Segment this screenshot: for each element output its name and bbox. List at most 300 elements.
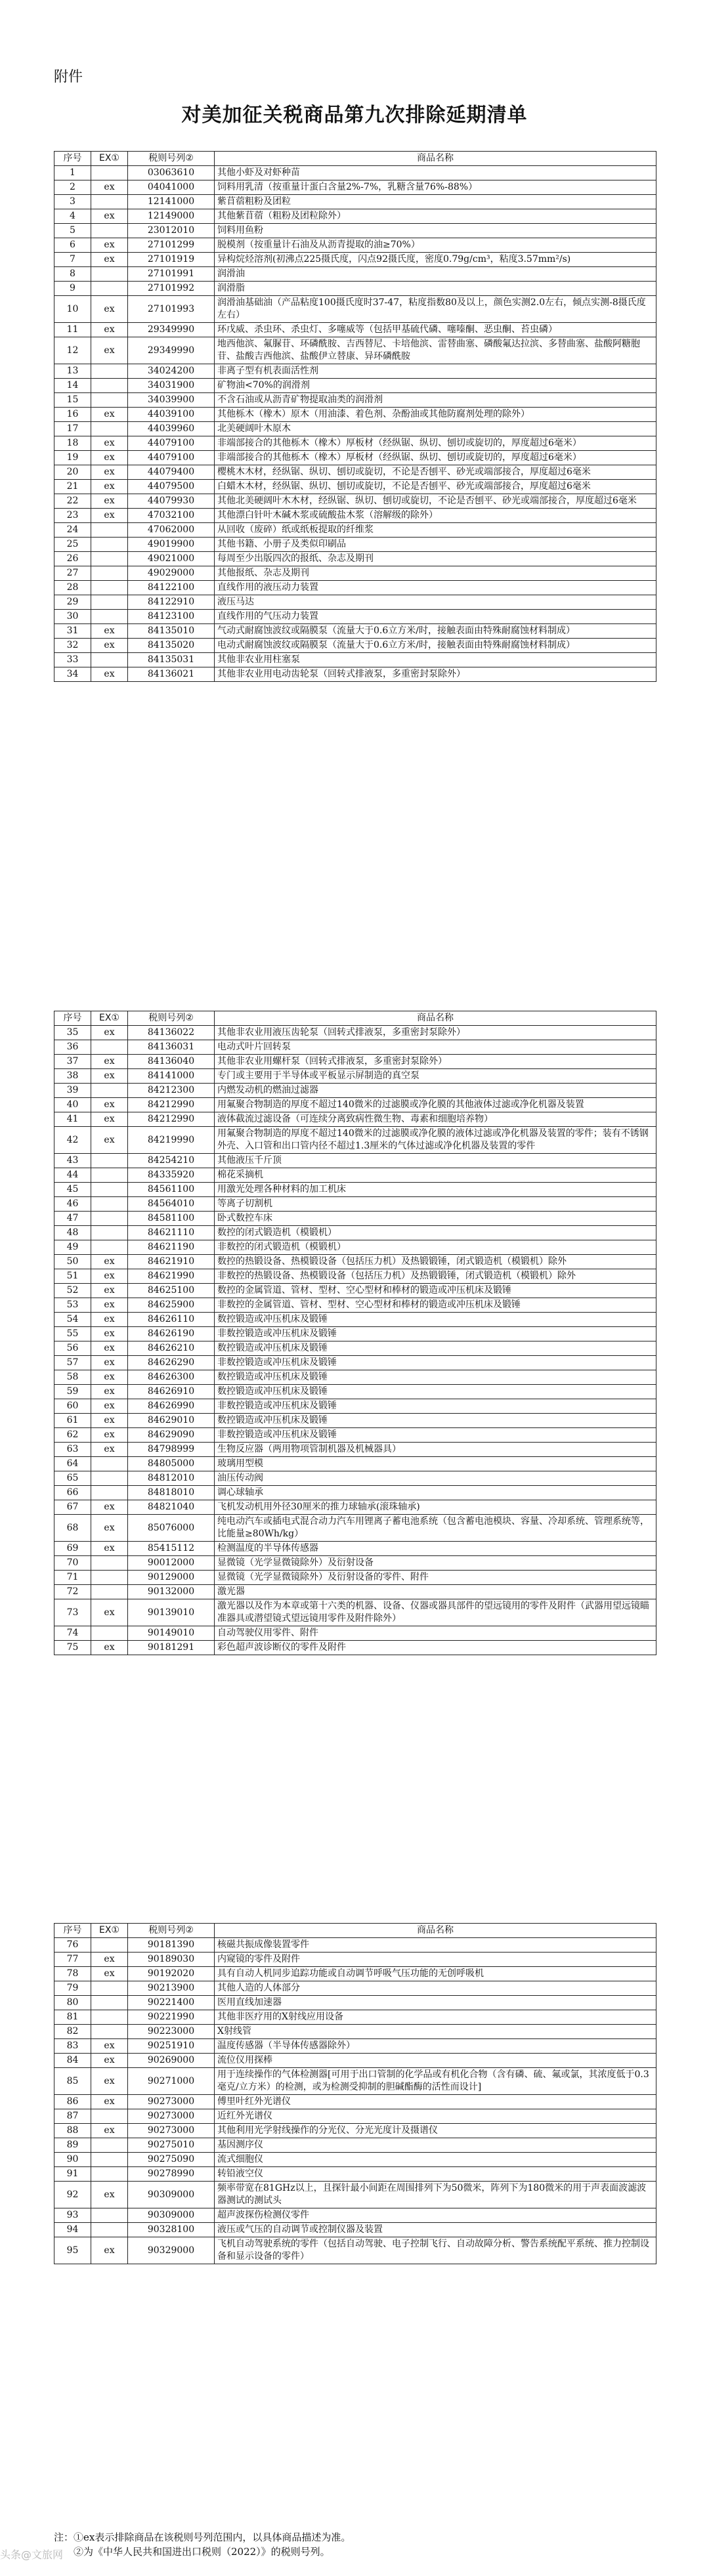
- row-product-name: 等离子切割机: [215, 1197, 656, 1212]
- row-product-name: 非数控的金属管道、管材、型材、空心型材和棒材的锻造或冲压机床及锻锤: [215, 1298, 656, 1313]
- row-tariff-code: 27101991: [128, 267, 215, 282]
- row-number: 54: [54, 1313, 91, 1327]
- row-tariff-code: 84135020: [128, 639, 215, 653]
- row-product-name: 彩色超声波诊断仪的零件及附件: [215, 1641, 656, 1655]
- row-ex-flag: ex: [91, 1370, 128, 1385]
- row-number: 20: [54, 465, 91, 480]
- row-product-name: 其他紫苜蓿（粗粉及团粒除外）: [215, 209, 656, 224]
- table-row: [54, 436, 656, 451]
- row-number: 22: [54, 494, 91, 509]
- row-number: 88: [54, 2124, 91, 2138]
- row-product-name: 直线作用的液压动力装置: [215, 581, 656, 595]
- row-tariff-code: 27101993: [128, 296, 215, 323]
- table-row: [54, 224, 656, 238]
- row-number: 41: [54, 1112, 91, 1127]
- row-number: 78: [54, 1967, 91, 1981]
- table-row: [54, 1370, 656, 1385]
- row-number: 40: [54, 1098, 91, 1112]
- row-tariff-code: 49021000: [128, 552, 215, 566]
- row-ex-flag: [91, 1981, 128, 1996]
- row-tariff-code: 84625900: [128, 1298, 215, 1313]
- row-product-name: 非数控锻造或冲压机床及锻锤: [215, 1428, 656, 1443]
- table-row: [54, 552, 656, 566]
- table-row: [54, 1356, 656, 1370]
- row-ex-flag: [91, 1471, 128, 1486]
- row-product-name: 其他非农业用柱塞泵: [215, 653, 656, 667]
- row-ex-flag: [91, 1240, 128, 1255]
- row-ex-flag: ex: [91, 1515, 128, 1542]
- row-number: 32: [54, 639, 91, 653]
- row-product-name: 非数控锻造或冲压机床及锻锤: [215, 1327, 656, 1341]
- table-row: [54, 2095, 656, 2109]
- row-tariff-code: 23012010: [128, 224, 215, 238]
- row-number: 52: [54, 1284, 91, 1298]
- row-product-name: 流式细胞仪: [215, 2153, 656, 2167]
- row-ex-flag: [91, 523, 128, 538]
- table-row: [54, 364, 656, 379]
- table-row: [54, 296, 656, 323]
- row-tariff-code: 84621190: [128, 1240, 215, 1255]
- row-number: 8: [54, 267, 91, 282]
- table-row: [54, 1055, 656, 1069]
- header-ex: EX①: [91, 1011, 128, 1026]
- row-product-name: 生物反应器（两用物项管制机器及机械器具）: [215, 1443, 656, 1457]
- row-product-name: 非端部接合的其他栎木（橡木）厚板材（经纵锯、纵切、刨切或旋切的，厚度超过6毫米）: [215, 451, 656, 465]
- row-ex-flag: [91, 1168, 128, 1183]
- row-ex-flag: [91, 1585, 128, 1599]
- table-row: [54, 1197, 656, 1212]
- row-tariff-code: 90149010: [128, 1626, 215, 1641]
- row-ex-flag: ex: [91, 1414, 128, 1428]
- row-number: 26: [54, 552, 91, 566]
- row-product-name: 用氟聚合物制造的厚度不超过140微米的过滤膜或净化膜的液体过滤或净化机器及装置的零件；装有不锈钢外壳、入口管和出口管内径不超过1.3厘米的气体过滤或净化机器及装置的零件: [215, 1127, 656, 1154]
- row-tariff-code: 90221990: [128, 2010, 215, 2025]
- row-ex-flag: [91, 581, 128, 595]
- row-ex-flag: [91, 2109, 128, 2124]
- table-row: [54, 1084, 656, 1098]
- table-row: [54, 166, 656, 180]
- row-number: 60: [54, 1399, 91, 1414]
- row-tariff-code: 84212300: [128, 1084, 215, 1098]
- table-row: [54, 238, 656, 253]
- table-row: [54, 393, 656, 408]
- row-ex-flag: [91, 224, 128, 238]
- row-product-name: 气动式耐腐蚀波纹或隔膜泵（流量大于0.6立方米/时，接触表面由特殊耐腐蚀材料制成）: [215, 624, 656, 639]
- row-product-name: 频率带宽在81GHz以上，且探针最小间距在周围排列下为50微米，阵列下为180微米的用于声表面波滤波器测试的测试头: [215, 2182, 656, 2208]
- row-number: 5: [54, 224, 91, 238]
- row-number: 44: [54, 1168, 91, 1183]
- row-product-name: 用激光处理各种材料的加工机床: [215, 1183, 656, 1197]
- row-ex-flag: ex: [91, 436, 128, 451]
- row-tariff-code: 84812010: [128, 1471, 215, 1486]
- row-product-name: 从回收（废碎）纸或纸板提取的纤维浆: [215, 523, 656, 538]
- row-ex-flag: ex: [91, 2237, 128, 2264]
- row-tariff-code: 90273000: [128, 2095, 215, 2109]
- row-tariff-code: 90273000: [128, 2109, 215, 2124]
- row-product-name: 地西他滨、氟脲苷、环磷酰胺、吉西替尼、卡培他滨、雷替曲塞、磷酸氟达拉滨、多替曲塞、盐酸阿糖胞苷、盐酸吉西他滨、盐酸伊立替康、异环磷酰胺: [215, 337, 656, 364]
- row-ex-flag: ex: [91, 1953, 128, 1967]
- row-tariff-code: 90328100: [128, 2223, 215, 2237]
- row-number: 30: [54, 610, 91, 624]
- row-number: 46: [54, 1197, 91, 1212]
- row-ex-flag: ex: [91, 238, 128, 253]
- row-tariff-code: 84141000: [128, 1069, 215, 1084]
- row-product-name: 北美硬阔叶木原木: [215, 422, 656, 436]
- table-row: [54, 1556, 656, 1571]
- row-tariff-code: 29349990: [128, 323, 215, 337]
- row-ex-flag: ex: [91, 1967, 128, 1981]
- row-number: 3: [54, 195, 91, 209]
- row-number: 94: [54, 2223, 91, 2237]
- row-ex-flag: [91, 566, 128, 581]
- table-row: [54, 1938, 656, 1953]
- row-tariff-code: 90273000: [128, 2124, 215, 2138]
- table-row: [54, 494, 656, 509]
- row-product-name: 卧式数控车床: [215, 1212, 656, 1226]
- row-ex-flag: [91, 1197, 128, 1212]
- row-ex-flag: ex: [91, 180, 128, 195]
- row-number: 66: [54, 1486, 91, 1500]
- table-row: [54, 1341, 656, 1356]
- row-product-name: 环戊威、杀虫环、杀虫灯、多噻威等（包括甲基硫代磷、噻嗪酮、恶虫酮、苔虫磷）: [215, 323, 656, 337]
- row-product-name: 数控的热锻设备、热模锻设备（包括压力机）及热锻锻锤，闭式锻造机（模锻机）除外: [215, 1255, 656, 1269]
- row-ex-flag: [91, 364, 128, 379]
- table-row: [54, 1327, 656, 1341]
- row-tariff-code: 90181390: [128, 1938, 215, 1953]
- row-product-name: 非数控锻造或冲压机床及锻锤: [215, 1356, 656, 1370]
- table-row: [54, 1240, 656, 1255]
- row-product-name: 脱模剂（按重量计石油及从沥青提取的油≥70%）: [215, 238, 656, 253]
- table-row: [54, 1996, 656, 2010]
- row-tariff-code: 84564010: [128, 1197, 215, 1212]
- table-row: [54, 253, 656, 267]
- row-tariff-code: 12141000: [128, 195, 215, 209]
- row-ex-flag: ex: [91, 2095, 128, 2109]
- row-product-name: 数控的闭式锻造机（模锻机）: [215, 1226, 656, 1240]
- row-ex-flag: ex: [91, 337, 128, 364]
- row-tariff-code: 27101299: [128, 238, 215, 253]
- row-number: 47: [54, 1212, 91, 1226]
- row-number: 28: [54, 581, 91, 595]
- row-product-name: 棉花采摘机: [215, 1168, 656, 1183]
- table-row: [54, 1457, 656, 1471]
- row-number: 38: [54, 1069, 91, 1084]
- table-row: [54, 1226, 656, 1240]
- footnotes: [54, 2530, 656, 2559]
- footnote-2: ②为《中华人民共和国进出口税则（2022）》的税则号列。: [74, 2546, 330, 2558]
- row-ex-flag: [91, 538, 128, 552]
- row-tariff-code: 84621910: [128, 1255, 215, 1269]
- row-ex-flag: ex: [91, 451, 128, 465]
- table-row: [54, 1414, 656, 1428]
- row-product-name: 数控锻造或冲压机床及锻锤: [215, 1385, 656, 1399]
- row-ex-flag: [91, 195, 128, 209]
- row-number: 18: [54, 436, 91, 451]
- row-tariff-code: 84629090: [128, 1428, 215, 1443]
- row-number: 53: [54, 1298, 91, 1313]
- row-product-name: 每周至少出版四次的报纸、杂志及期刊: [215, 552, 656, 566]
- row-number: 34: [54, 667, 91, 682]
- table-row: [54, 1284, 656, 1298]
- table-row: [54, 2054, 656, 2068]
- row-tariff-code: 90181291: [128, 1641, 215, 1655]
- table-row: [54, 379, 656, 393]
- row-product-name: 液体截流过滤设备（可连续分离致病性微生物、毒素和细胞培养物）: [215, 1112, 656, 1127]
- row-tariff-code: 49019900: [128, 538, 215, 552]
- row-number: 2: [54, 180, 91, 195]
- row-number: 85: [54, 2068, 91, 2095]
- row-tariff-code: 34024200: [128, 364, 215, 379]
- row-tariff-code: 90139010: [128, 1599, 215, 1626]
- row-tariff-code: 84821040: [128, 1500, 215, 1515]
- row-tariff-code: 84629010: [128, 1414, 215, 1428]
- row-product-name: 液压或气压的自动调节或控制仪器及装置: [215, 2223, 656, 2237]
- table-row: [54, 422, 656, 436]
- row-number: 29: [54, 595, 91, 610]
- row-product-name: 其他漂白针叶木碱木浆或硫酸盐木浆（溶解级的除外）: [215, 509, 656, 523]
- row-number: 72: [54, 1585, 91, 1599]
- row-tariff-code: 90269000: [128, 2054, 215, 2068]
- row-tariff-code: 49029000: [128, 566, 215, 581]
- row-product-name: 激光器: [215, 1585, 656, 1599]
- table-row: [54, 2167, 656, 2182]
- row-tariff-code: 27101992: [128, 282, 215, 296]
- row-product-name: 其他非农业用电动齿轮泵（回转式排液泵，多重密封泵除外）: [215, 667, 656, 682]
- row-number: 93: [54, 2208, 91, 2223]
- row-number: 4: [54, 209, 91, 224]
- row-ex-flag: ex: [91, 1269, 128, 1284]
- table-row: [54, 465, 656, 480]
- row-ex-flag: ex: [91, 1542, 128, 1556]
- row-product-name: X射线管: [215, 2025, 656, 2039]
- row-tariff-code: 84122100: [128, 581, 215, 595]
- row-product-name: 非端部接合的其他栎木（橡木）厚板材（经纵锯、纵切、刨切或旋切的，厚度超过6毫米）: [215, 436, 656, 451]
- row-ex-flag: ex: [91, 480, 128, 494]
- row-number: 12: [54, 337, 91, 364]
- row-product-name: 非数控的闭式锻造机（模锻机）: [215, 1240, 656, 1255]
- row-ex-flag: ex: [91, 209, 128, 224]
- row-ex-flag: [91, 267, 128, 282]
- row-ex-flag: ex: [91, 1341, 128, 1356]
- row-number: 16: [54, 408, 91, 422]
- row-number: 84: [54, 2054, 91, 2068]
- row-product-name: 润滑脂: [215, 282, 656, 296]
- row-tariff-code: 29349990: [128, 337, 215, 364]
- row-tariff-code: 85076000: [128, 1515, 215, 1542]
- row-ex-flag: [91, 1486, 128, 1500]
- table-row: [54, 2109, 656, 2124]
- row-ex-flag: ex: [91, 1313, 128, 1327]
- row-tariff-code: 84626910: [128, 1385, 215, 1399]
- table-row: [54, 1571, 656, 1585]
- row-number: 57: [54, 1356, 91, 1370]
- row-ex-flag: ex: [91, 2054, 128, 2068]
- table-row: [54, 209, 656, 224]
- table-row: [54, 1112, 656, 1127]
- row-tariff-code: 84212990: [128, 1112, 215, 1127]
- table-row: [54, 1486, 656, 1500]
- row-product-name: 饲料用乳清（按重量计蛋白含量2%-7%，乳糖含量76%-88%）: [215, 180, 656, 195]
- row-tariff-code: 90278990: [128, 2167, 215, 2182]
- row-tariff-code: 44079930: [128, 494, 215, 509]
- row-tariff-code: 27101919: [128, 253, 215, 267]
- row-number: 62: [54, 1428, 91, 1443]
- row-ex-flag: ex: [91, 1443, 128, 1457]
- row-product-name: 油压传动阀: [215, 1471, 656, 1486]
- row-tariff-code: 34039900: [128, 393, 215, 408]
- table-row: [54, 1471, 656, 1486]
- header-ex: EX①: [91, 1924, 128, 1938]
- row-number: 6: [54, 238, 91, 253]
- exclusion-table-page-2: [54, 1011, 656, 1655]
- row-number: 25: [54, 538, 91, 552]
- row-product-name: 非数控的热锻设备、热模锻设备（包括压力机）及热锻锻锤，闭式锻造机（模锻机）除外: [215, 1269, 656, 1284]
- table-row: [54, 566, 656, 581]
- row-product-name: 其他北美硬阔叶木木材，经纵锯、纵切、刨切或旋切，不论是否刨平、砂光或端部接合，厚度超过6毫米: [215, 494, 656, 509]
- row-ex-flag: [91, 393, 128, 408]
- row-number: 1: [54, 166, 91, 180]
- table-row: [54, 1040, 656, 1055]
- row-number: 49: [54, 1240, 91, 1255]
- row-product-name: 纯电动汽车或插电式混合动力汽车用锂离子蓄电池系统（包含蓄电池模块、容量、冷却系统、管理系统等，比能量≥80Wh/kg）: [215, 1515, 656, 1542]
- row-number: 19: [54, 451, 91, 465]
- row-tariff-code: 84621110: [128, 1226, 215, 1240]
- row-product-name: 飞机自动驾驶系统的零件（包括自动驾驶、电子控制飞行、自动故障分析、警告系统配平系统、推力控制设备和显示设备的零件）: [215, 2237, 656, 2264]
- row-ex-flag: ex: [91, 667, 128, 682]
- exclusion-table-page-1: [54, 151, 656, 682]
- row-number: 37: [54, 1055, 91, 1069]
- table-row: [54, 1542, 656, 1556]
- row-ex-flag: [91, 2025, 128, 2039]
- row-product-name: 温度传感器（半导体传感器除外）: [215, 2039, 656, 2054]
- row-number: 42: [54, 1127, 91, 1154]
- row-number: 43: [54, 1154, 91, 1168]
- row-tariff-code: 84136040: [128, 1055, 215, 1069]
- row-product-name: 其他报纸、杂志及期刊: [215, 566, 656, 581]
- row-number: 67: [54, 1500, 91, 1515]
- row-tariff-code: 84135010: [128, 624, 215, 639]
- row-number: 76: [54, 1938, 91, 1953]
- row-tariff-code: 84136031: [128, 1040, 215, 1055]
- row-ex-flag: ex: [91, 1327, 128, 1341]
- row-number: 10: [54, 296, 91, 323]
- row-tariff-code: 84626190: [128, 1327, 215, 1341]
- row-number: 73: [54, 1599, 91, 1626]
- row-ex-flag: [91, 610, 128, 624]
- row-ex-flag: ex: [91, 253, 128, 267]
- row-tariff-code: 90189030: [128, 1953, 215, 1967]
- table-row: [54, 1385, 656, 1399]
- row-product-name: 数控锻造或冲压机床及锻锤: [215, 1370, 656, 1385]
- table-row: [54, 1313, 656, 1327]
- row-tariff-code: 84798999: [128, 1443, 215, 1457]
- row-ex-flag: [91, 166, 128, 180]
- table-row: [54, 282, 656, 296]
- table-row: [54, 1255, 656, 1269]
- row-product-name: 数控锻造或冲压机床及锻锤: [215, 1414, 656, 1428]
- row-tariff-code: 84136021: [128, 667, 215, 682]
- row-number: 50: [54, 1255, 91, 1269]
- exclusion-table-page-3: [54, 1923, 656, 2264]
- table-row: [54, 267, 656, 282]
- row-product-name: 转铅液空仪: [215, 2167, 656, 2182]
- row-product-name: 核磁共振成像装置零件: [215, 1938, 656, 1953]
- row-ex-flag: [91, 1084, 128, 1098]
- row-tariff-code: 90329000: [128, 2237, 215, 2264]
- table-row: [54, 323, 656, 337]
- row-number: 63: [54, 1443, 91, 1457]
- row-product-name: 医用直线加速器: [215, 1996, 656, 2010]
- row-number: 55: [54, 1327, 91, 1341]
- row-product-name: 具有自动人机同步追踪功能或自动调节呼吸气压功能的无创呼吸机: [215, 1967, 656, 1981]
- footnote-1: 注：①ex表示排除商品在该税则号列范围内，以具体商品描述为准。: [54, 2531, 351, 2543]
- row-number: 65: [54, 1471, 91, 1486]
- row-tariff-code: 90012000: [128, 1556, 215, 1571]
- row-tariff-code: 90309000: [128, 2208, 215, 2223]
- table-row: [54, 337, 656, 364]
- row-product-name: 专门或主要用于半导体或平板显示屏制造的真空泵: [215, 1069, 656, 1084]
- row-product-name: 润滑油: [215, 267, 656, 282]
- table-row: [54, 1599, 656, 1626]
- row-number: 36: [54, 1040, 91, 1055]
- row-ex-flag: ex: [91, 1255, 128, 1269]
- row-ex-flag: [91, 2153, 128, 2167]
- table-row: [54, 2068, 656, 2095]
- table-row: [54, 2153, 656, 2167]
- row-product-name: 显微镜（光学显微镜除外）及衍射设备: [215, 1556, 656, 1571]
- table-row: [54, 509, 656, 523]
- row-product-name: 其他人造的人体部分: [215, 1981, 656, 1996]
- row-product-name: 超声波探伤检测仪零件: [215, 2208, 656, 2223]
- header-name: 商品名称: [215, 152, 656, 166]
- row-ex-flag: ex: [91, 1127, 128, 1154]
- row-ex-flag: ex: [91, 1599, 128, 1626]
- row-number: 69: [54, 1542, 91, 1556]
- row-number: 95: [54, 2237, 91, 2264]
- table-row: [54, 639, 656, 653]
- row-ex-flag: [91, 1457, 128, 1471]
- row-tariff-code: 34031900: [128, 379, 215, 393]
- row-tariff-code: 04041000: [128, 180, 215, 195]
- table-row: [54, 667, 656, 682]
- row-product-name: 调心球轴承: [215, 1486, 656, 1500]
- table-row: [54, 538, 656, 552]
- row-product-name: 白蜡木木材，经纵锯、纵切、刨切或旋切，不论是否刨平、砂光或端部接合，厚度超过6毫米: [215, 480, 656, 494]
- table-row: [54, 2010, 656, 2025]
- row-tariff-code: 84122910: [128, 595, 215, 610]
- row-tariff-code: 84818010: [128, 1486, 215, 1500]
- row-tariff-code: 84621990: [128, 1269, 215, 1284]
- row-product-name: 数控锻造或冲压机床及锻锤: [215, 1341, 656, 1356]
- row-number: 81: [54, 2010, 91, 2025]
- row-product-name: 数控锻造或冲压机床及锻锤: [215, 1313, 656, 1327]
- row-ex-flag: [91, 2010, 128, 2025]
- row-product-name: 激光器以及作为本章或第十六类的机器、设备、仪器或器具部件的望远镜用的零件及附件（武器用望远镜瞄准器具或潜望镜式望远镜用零件及附件除外）: [215, 1599, 656, 1626]
- row-ex-flag: ex: [91, 1428, 128, 1443]
- row-product-name: 液压马达: [215, 595, 656, 610]
- row-product-name: 显微镜（光学显微镜除外）及衍射设备的零件、附件: [215, 1571, 656, 1585]
- row-product-name: 数控的金属管道、管材、型材、空心型材和棒材的锻造或冲压机床及锻锤: [215, 1284, 656, 1298]
- row-number: 71: [54, 1571, 91, 1585]
- row-ex-flag: ex: [91, 1026, 128, 1040]
- row-tariff-code: 84561100: [128, 1183, 215, 1197]
- table-row: [54, 1269, 656, 1284]
- header-ex: EX①: [91, 152, 128, 166]
- row-tariff-code: 90192020: [128, 1967, 215, 1981]
- row-ex-flag: ex: [91, 1055, 128, 1069]
- table-row: [54, 480, 656, 494]
- row-number: 74: [54, 1626, 91, 1641]
